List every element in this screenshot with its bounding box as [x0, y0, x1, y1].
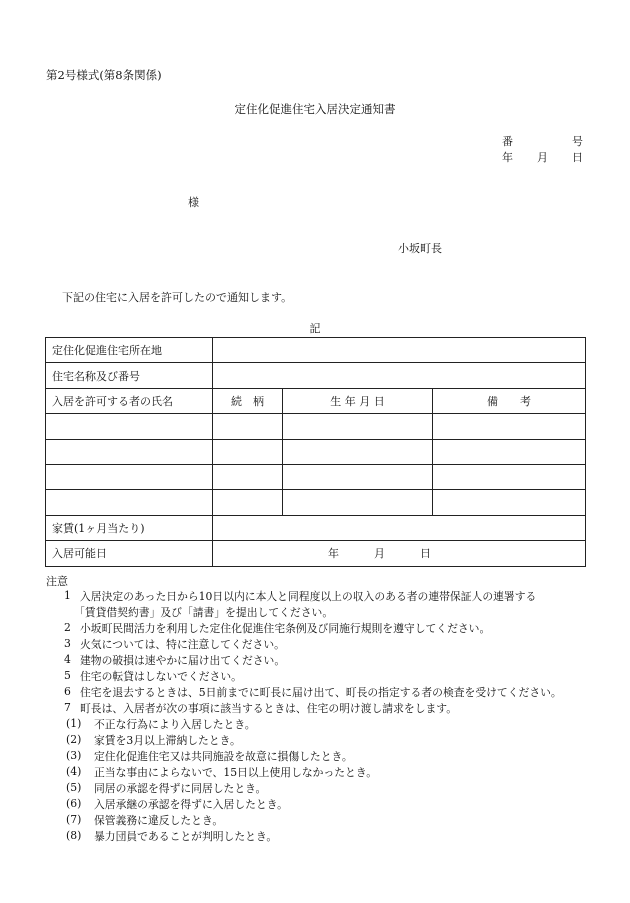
document-date-line — [502, 149, 583, 165]
remarks-cell[interactable] — [433, 439, 586, 464]
form-number: 第2号様式(第8条関係) — [46, 68, 162, 82]
table-row — [46, 363, 586, 388]
table-row — [46, 414, 586, 439]
document-title: 定住化促進住宅入居決定通知書 — [234, 102, 396, 116]
rent-label: 家賃(1ヶ月当たり) — [46, 515, 213, 540]
notes-title: 注意 — [46, 575, 68, 588]
subitem-number: (2) — [66, 733, 82, 746]
subitem-text: 保管義務に違反したとき。 — [94, 814, 224, 827]
relation-cell[interactable] — [213, 464, 283, 489]
note-number: 1 — [64, 589, 71, 602]
subitem-number: (5) — [66, 781, 82, 794]
record-table — [45, 337, 586, 567]
note-number: 5 — [64, 669, 71, 682]
recipient-honorific: 様 — [188, 196, 199, 209]
table-row — [46, 338, 586, 363]
note-number: 7 — [64, 701, 71, 714]
remarks-cell[interactable] — [433, 490, 586, 515]
note-number: 6 — [64, 685, 71, 698]
note-number: 4 — [64, 653, 71, 666]
note-text: 住宅の転貸はしないでください。 — [80, 670, 242, 683]
name-header: 入居を許可する者の氏名 — [46, 388, 213, 413]
remarks-header: 備 考 — [433, 388, 586, 413]
subitem-number: (3) — [66, 749, 82, 762]
subitem-text: 家賃を3月以上滞納したとき。 — [94, 734, 241, 747]
relation-cell[interactable] — [213, 439, 283, 464]
table-row — [46, 515, 586, 540]
relation-header: 続 柄 — [213, 388, 283, 413]
subitem-text: 不正な行為により入居したとき。 — [94, 718, 256, 731]
subitem-number: (6) — [66, 797, 82, 810]
remarks-cell[interactable] — [433, 414, 586, 439]
subitem-text: 同居の承認を得ずに同居したとき。 — [94, 782, 267, 795]
ki-marker: 記 — [309, 322, 321, 335]
move-in-month: 月 — [374, 547, 385, 561]
name-cell[interactable] — [46, 464, 213, 489]
relation-cell[interactable] — [213, 414, 283, 439]
number-suffix: 号 — [572, 135, 583, 148]
birth-header: 生 年 月 日 — [283, 388, 433, 413]
document-number-line — [502, 133, 583, 149]
note-number: 2 — [64, 621, 71, 634]
birth-cell[interactable] — [283, 414, 433, 439]
note-text: 町長は、入居者が次の事項に該当するときは、住宅の明け渡し請求をします。 — [80, 702, 458, 715]
move-in-date-cell[interactable] — [213, 541, 586, 566]
note-text: 火気については、特に注意してください。 — [80, 638, 285, 651]
subitem-number: (7) — [66, 813, 82, 826]
name-cell[interactable] — [46, 490, 213, 515]
house-label: 住宅名称及び番号 — [46, 363, 213, 388]
date-day: 日 — [572, 151, 583, 164]
subitem-text: 暴力団員であることが判明したとき。 — [94, 830, 278, 843]
subitem-text: 定住化促進住宅又は共同施設を故意に損傷したとき。 — [94, 750, 353, 763]
subitem-text: 入居承継の承認を得ずに入居したとき。 — [94, 798, 288, 811]
remarks-cell[interactable] — [433, 464, 586, 489]
birth-cell[interactable] — [283, 464, 433, 489]
table-header-row — [46, 388, 586, 413]
name-cell[interactable] — [46, 414, 213, 439]
note-text: 住宅を退去するときは、5日前までに町長に届け出て、町長の指定する者の検査を受けてください。 — [80, 686, 562, 699]
subitem-number: (4) — [66, 765, 82, 778]
subitem-text: 正当な事由によらないで、15日以上使用しなかったとき。 — [94, 766, 378, 779]
birth-cell[interactable] — [283, 490, 433, 515]
table-row — [46, 541, 586, 566]
note-text: 小坂町民間活力を利用した定住化促進住宅条例及び同施行規則を遵守してください。 — [80, 622, 491, 635]
subitem-number: (8) — [66, 829, 82, 842]
move-in-year: 年 — [328, 547, 339, 561]
note-number: 3 — [64, 637, 71, 650]
move-in-label: 入居可能日 — [46, 541, 213, 566]
note-text: 建物の破損は速やかに届け出てください。 — [80, 654, 286, 667]
rent-value-cell[interactable] — [213, 515, 586, 540]
house-value-cell[interactable] — [213, 363, 586, 388]
relation-cell[interactable] — [213, 490, 283, 515]
move-in-day: 日 — [420, 547, 431, 561]
intro-text: 下記の住宅に入居を許可したので通知します。 — [62, 291, 293, 304]
table-row — [46, 464, 586, 489]
table-row — [46, 490, 586, 515]
name-cell[interactable] — [46, 439, 213, 464]
date-month: 月 — [537, 151, 548, 164]
birth-cell[interactable] — [283, 439, 433, 464]
location-value-cell[interactable] — [213, 338, 586, 363]
table-row — [46, 439, 586, 464]
date-year: 年 — [502, 151, 513, 164]
note-text: 「賃貸借契約書」及び「請書」を提出してください。 — [74, 606, 334, 619]
number-label: 番 — [502, 135, 513, 148]
issuer-name: 小坂町長 — [398, 242, 442, 255]
note-text: 入居決定のあった日から10日以内に本人と同程度以上の収入のある者の連帯保証人の連署する — [80, 590, 537, 603]
location-label: 定住化促進住宅所在地 — [46, 338, 213, 363]
subitem-number: (1) — [66, 717, 82, 730]
